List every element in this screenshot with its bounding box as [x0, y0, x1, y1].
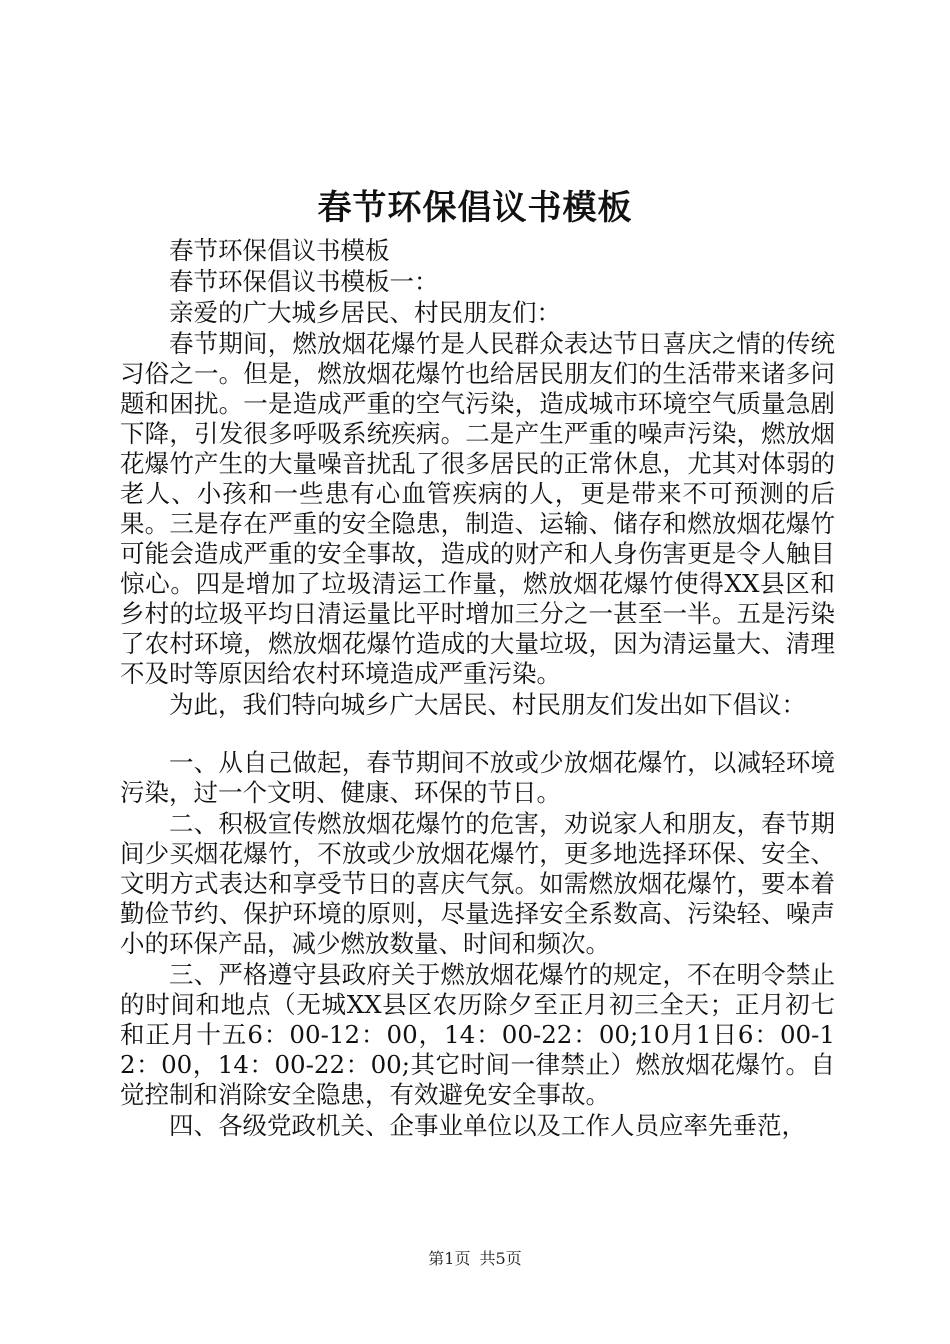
proposal-item-1: 一、从自己做起，春节期间不放或少放烟花爆竹，以减轻环境污染，过一个文明、健康、环保的节日。 [120, 748, 835, 807]
document-title: 春节环保倡议书模板 [317, 188, 633, 228]
document-subtitle: 春节环保倡议书模板 [169, 236, 390, 265]
proposal-item-3: 三、严格遵守县政府关于燃放烟花爆竹的规定，不在明令禁止的时间和地点（无城XX县区农历除夕至正月初三全天；正月初七和正月十五6：00-12：00，14：00-22：00;10月1日6：00-12：00，14：00-22：00;其它时间一律禁止）燃放烟花爆竹。自觉控制和消除安全隐患，有效避免安全事故。 [120, 960, 835, 1109]
page-footer [0, 1248, 950, 1270]
section-heading: 春节环保倡议书模板一： [169, 267, 439, 296]
paragraph-proposal-intro: 为此，我们特向城乡广大居民、村民朋友们发出如下倡议： [169, 690, 806, 719]
proposal-item-4: 四、各级党政机关、企事业单位以及工作人员应率先垂范， [169, 1111, 806, 1140]
paragraph-background: 春节期间，燃放烟花爆竹是人民群众表达节日喜庆之情的传统习俗之一。但是，燃放烟花爆竹也给居民朋友们的生活带来诸多问题和困扰。一是造成严重的空气污染，造成城市环境空气质量急剧下降，引发很多呼吸系统疾病。二是产生严重的噪声污染，燃放烟花爆竹产生的大量噪音扰乱了很多居民的正常休息，尤其对体弱的老人、小孩和一些患有心血管疾病的人，更是带来不可预测的后果。三是存在严重的安全隐患，制造、运输、储存和燃放烟花爆竹可能会造成严重的安全事故，造成的财产和人身伤害更是令人触目惊心。四是增加了垃圾清运工作量，燃放烟花爆竹使得XX县区和乡村的垃圾平均日清运量比平时增加三分之一甚至一半。五是污染了农村环境，燃放烟花爆竹造成的大量垃圾，因为清运量大、清理不及时等原因给农村环境造成严重污染。 [120, 329, 835, 688]
document-body [120, 236, 835, 1141]
page-total: 共5页 [479, 1249, 522, 1268]
proposal-item-2: 二、积极宣传燃放烟花爆竹的危害，劝说家人和朋友，春节期间少买烟花爆竹，不放或少放烟花爆竹，更多地选择环保、安全、文明方式表达和享受节日的喜庆气氛。如需燃放烟花爆竹，要本着勤俭节约、保护环境的原则，尽量选择安全系数高、污染轻、噪声小的环保产品，减少燃放数量、时间和频次。 [120, 809, 835, 958]
salutation: 亲爱的广大城乡居民、村民朋友们： [169, 298, 561, 327]
paragraph-spacer [120, 720, 835, 748]
page-number: 第1页 [428, 1249, 471, 1268]
